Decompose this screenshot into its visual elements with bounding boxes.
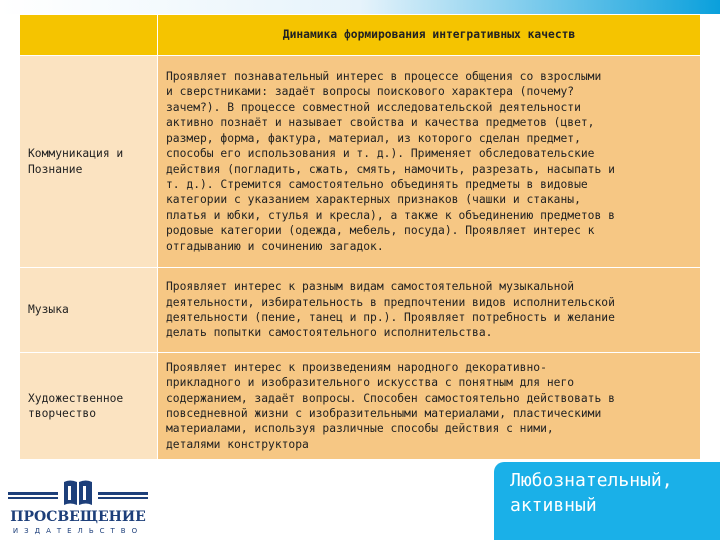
table-header-row [20,15,701,56]
description-cell [158,268,701,353]
slogan-box [494,462,720,540]
area-cell [20,56,158,268]
publisher-logo [8,478,148,538]
area-label: Музыка [28,303,69,317]
description-cell [158,353,701,460]
logo-subtitle: ИЗДАТЕЛЬСТВО [12,527,144,535]
description-text: Проявляет познавательный интерес в процессе общения со взрослыми и сверстниками: задаёт вопросы поискового характера (почему? зачем?). В процессе совместной исследовательской деятельности активно познаёт и называет свойства и качества предметов (цвет, размер, форма, фактура, материал, из которого сделан предмет, способы его использования и т. д.). Применяет обследовательские действия (погладить, сжать, смять, намочить, разрезать, насыпать и т. д.). Стремится самостоятельно объединять предметы в видовые категории с указанием характерных признаков (чашки и стаканы, платья и юбки, стулья и кресла), а также к объединению предметов в родовые категории (одежда, мебель, посуда). Проявляет интерес к отгадыванию и сочинению загадок. [166,70,615,253]
area-label: Художественное творчество [28,391,124,420]
qualities-table [19,14,701,460]
area-cell [20,268,158,353]
description-cell [158,56,701,268]
table-row [20,268,701,353]
table-header: Динамика формирования интегративных качеств [158,15,701,56]
slogan-text: Любознательный, активный [510,470,673,516]
table-row [20,353,701,460]
header-empty-cell [20,15,158,56]
description-text: Проявляет интерес к разным видам самостоятельной музыкальной деятельности, избирательность в предпочтении видов исполнительской деятельности (пение, танец и пр.). Проявляет потребность и желание делать попытки самостоятельного исполнительства. [166,280,615,340]
table-row [20,56,701,268]
description-text: Проявляет интерес к произведениям народного декоративно- прикладного и изобразительного искусства с понятным для него содержанием, задаёт вопросы. Способен самостоятельно действовать в повседневной жизни с изобразительными материалами, пластическими материалами, используя различные способы действия с ними, деталями конструктора [166,360,615,451]
top-gradient-bar [0,0,720,14]
area-cell [20,353,158,460]
book-icon [8,478,148,508]
area-label: Коммуникация и Познание [28,147,124,176]
logo-name: ПРОСВЕЩЕНИЕ [10,509,146,525]
